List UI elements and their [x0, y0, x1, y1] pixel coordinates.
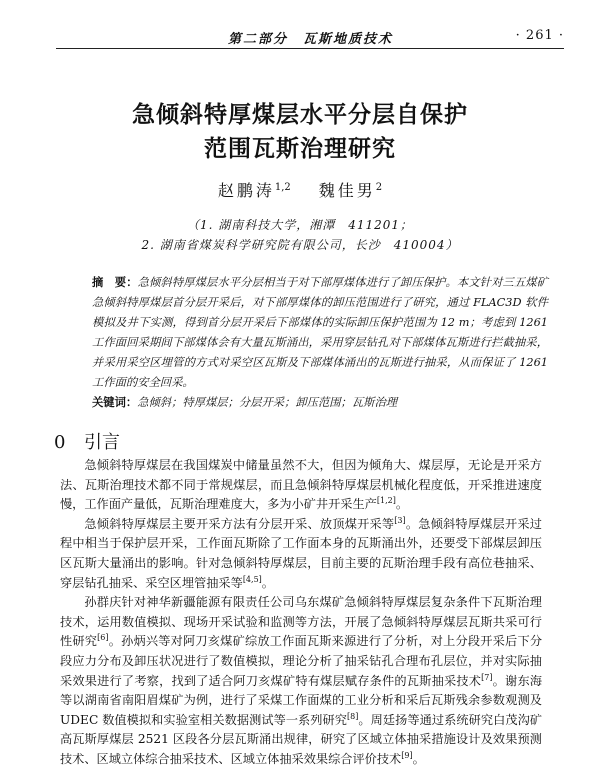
- affiliation-line: 2. 湖南省煤炭科学研究院有限公司，长沙 410004）: [141, 238, 459, 252]
- paper-title-line-2: 范围瓦斯治理研究: [204, 135, 396, 162]
- running-header: [56, 28, 564, 48]
- author-name: 赵鹏涛: [217, 181, 275, 200]
- section-heading: [54, 428, 120, 454]
- section-title: 引言: [84, 432, 120, 453]
- citation: [4,5]: [242, 574, 262, 584]
- abstract-text: 急倾斜特厚煤层水平分层相当于对下部厚煤体进行了卸压保护。本文针对三五煤矿急倾斜特厚煤层首分层开采后，对下部厚煤体的卸压范围进行了研究，通过 FLAC3D 软件模拟及井下实测，得到首分层开采后下部煤体的实际卸压保护范围为 12 m；考虑到 1261 工作面回采期间下部煤体会有大量瓦斯涌出，采用穿层钻孔对下部煤体瓦斯进行拦截抽采，并采用采空区埋管的方式对采空区瓦斯及下部煤体涌出的瓦斯进行抽采，从而保证了 1261 工作面的安全回采。: [92, 276, 548, 389]
- author-affiliation-mark: 2: [375, 182, 383, 193]
- author-affiliation-mark: 1,2: [274, 182, 291, 193]
- affiliation-line: （1. 湖南科技大学，湘潭 411201；: [186, 218, 414, 232]
- paragraph: 急倾斜特厚煤层主要开采方法有分层开采、放顶煤开采等[3]。急倾斜特厚煤层开采过程中相当于保护层开采，工作面瓦斯除了工作面本身的瓦斯涌出外，还要受下部煤层卸压区瓦斯大量涌出的影响。针对急倾斜特厚煤层，目前主要的瓦斯治理手段有高位巷抽采、穿层钻孔抽采、采空区埋管抽采等[4,5]。: [60, 515, 542, 590]
- header-rule: [56, 48, 564, 49]
- author-name: 魏佳男: [318, 181, 376, 200]
- keywords-label: 关键词：: [92, 395, 138, 409]
- author-list: [0, 178, 600, 201]
- header-section-title: 第二部分 瓦斯地质技术: [228, 32, 394, 47]
- citation: [8]: [347, 711, 359, 721]
- citation: [3]: [394, 515, 406, 525]
- citation: [1,2]: [376, 496, 396, 506]
- paragraph: 急倾斜特厚煤层在我国煤炭中储量虽然不大，但因为倾角大、煤层厚，无论是开采方法、瓦斯治理技术都不同于常规煤层，而且急倾斜特厚煤层机械化程度低，开采推进速度慢，工作面产量低，瓦斯治理难度大，多为小矿井开采生产[1,2]。: [60, 458, 542, 512]
- paragraph: 孙群庆针对神华新疆能源有限责任公司乌东煤矿急倾斜特厚煤层复杂条件下瓦斯治理技术，运用数值模拟、现场开采试验和监测等方法，开展了急倾斜特厚煤层瓦斯共采可行性研究[6]。孙炳兴等对阿刀亥煤矿综放工作面瓦斯来源进行了分析，对上分段开采后下分段应力分布及卸压状况进行了数值模拟，理论分析了抽采钻孔合理布孔层位，并对实际抽采效果进行了考察，找到了适合阿刀亥煤矿特有煤层赋存条件的瓦斯抽采技术[7]。谢东海等以湖南省南阳眉煤矿为例，进行了采煤工作面煤的工业分析和采后瓦斯残余参数观测及 UDEC 数值模拟和实验室相关数据测试等一系列研究[8]。周廷扬等通过系统研究白茂沟矿高瓦斯厚煤层 2521 区段各分层瓦斯涌出规律，研究了区域立体抽采措施设计及效果预测技术、区域立体综合抽采技术、区域立体抽采效果综合评价技术[9]。: [60, 595, 543, 766]
- keywords: [92, 392, 548, 413]
- abstract-label: 摘 要：: [92, 275, 138, 289]
- citation: [6]: [97, 633, 109, 643]
- abstract: [92, 272, 548, 393]
- header-page-number: · 261 ·: [515, 28, 564, 43]
- citation: [7]: [481, 672, 493, 682]
- section-number: 0: [54, 432, 66, 453]
- keywords-text: 急倾斜；特厚煤层；分层开采；卸压范围；瓦斯治理: [137, 396, 398, 409]
- body-text: [60, 456, 542, 770]
- paper-title-line-1: 急倾斜特厚煤层水平分层自保护: [132, 101, 468, 128]
- citation: [9]: [401, 750, 413, 760]
